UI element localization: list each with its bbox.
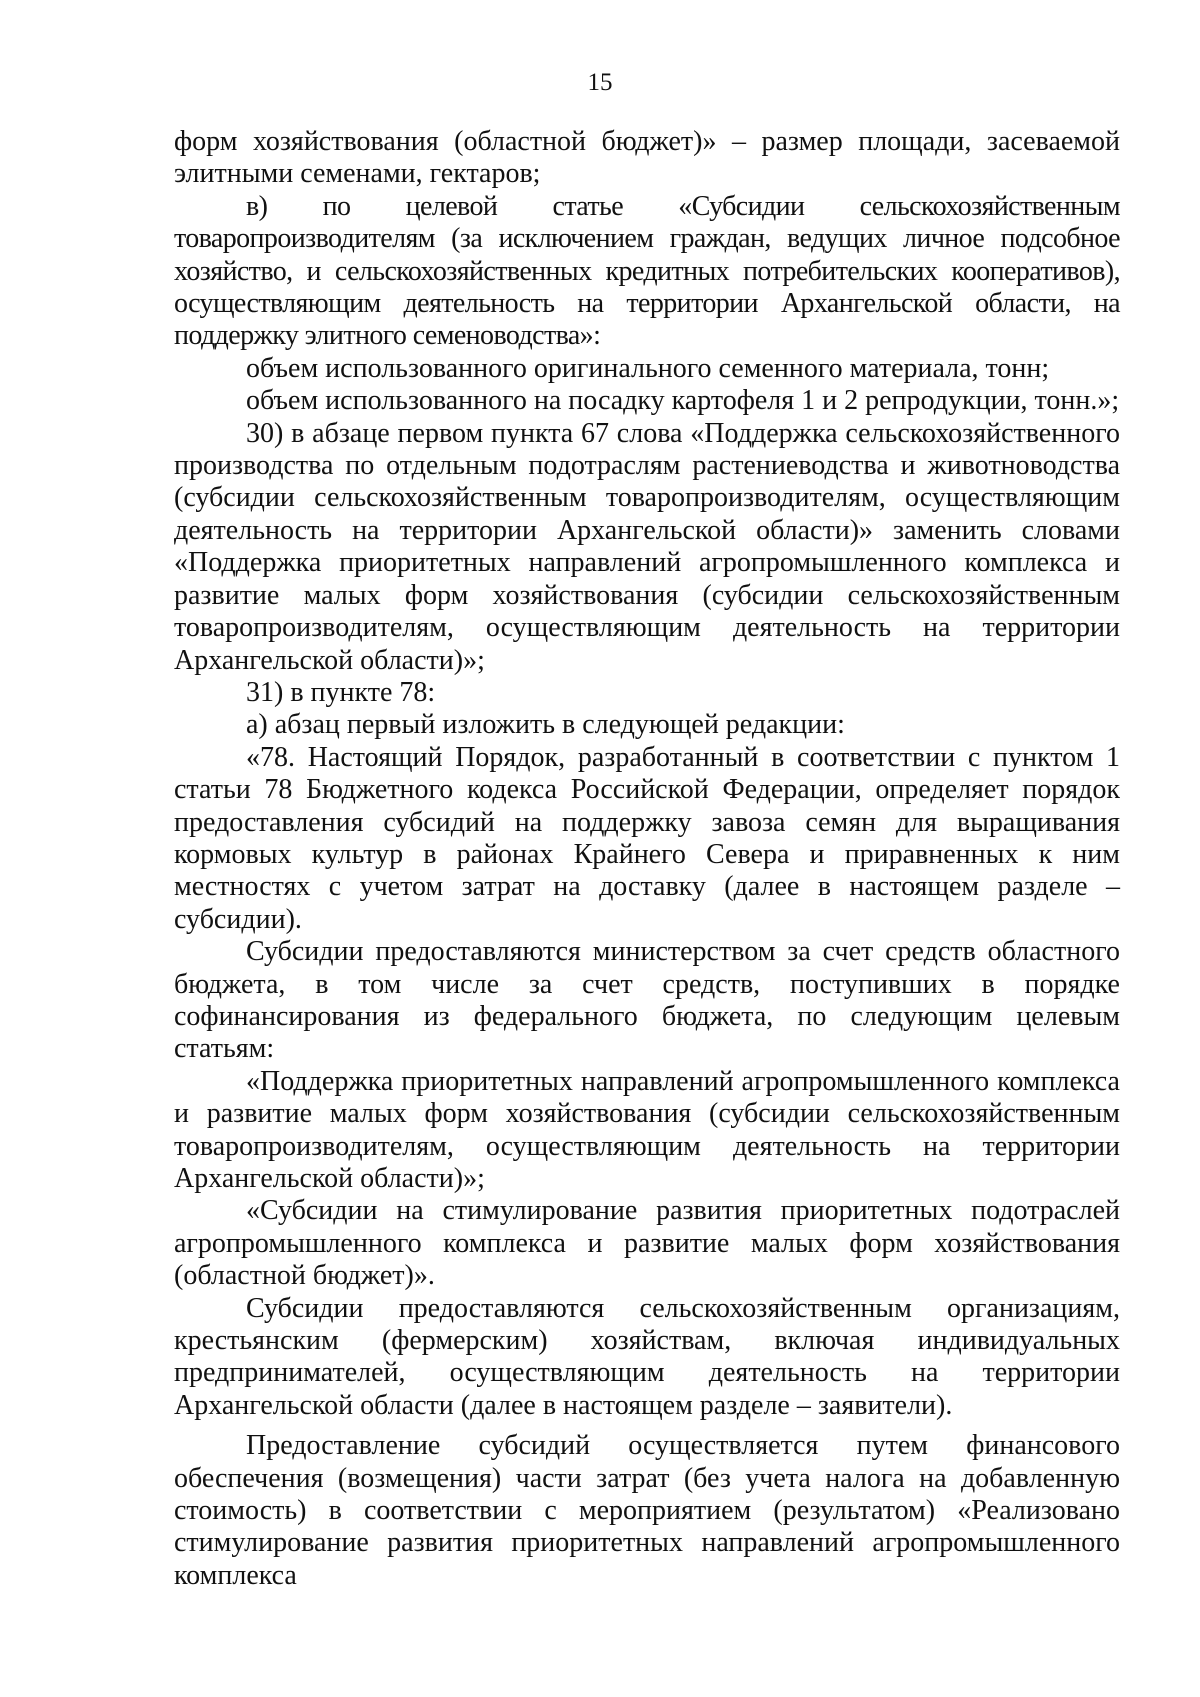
paragraph-continuation: форм хозяйствования (областной бюджет)» – размер площади, засеваемой элитными семенами, гектаров; (174, 126, 1120, 190)
paragraph-volume-original-seed: объем использованного оригинального семенного материала, тонн; (246, 352, 1050, 384)
paragraph-subitem-a: а) абзац первый изложить в следующей редакции: (246, 709, 845, 741)
paragraph-recipients: Субсидии предоставляются сельскохозяйственным организациям, крестьянским (фермерским) хозяйствам, включая индивидуальных предпринимателей, осуществляющим деятельность на территории Архангельской области (далее в настоящем разделе – заявители). (174, 1292, 1120, 1421)
page-number: 15 (587, 69, 613, 96)
paragraph-volume-potato: объем использованного на посадку картофеля 1 и 2 репродукции, тонн.»; (246, 385, 1120, 417)
paragraph-target-article-1: «Поддержка приоритетных направлений агропромышленного комплекса и развитие малых форм хозяйствования (субсидии сельскохозяйственным товаропроизводителям, осуществляющим деятельность на территории Архангельской области)»; (174, 1065, 1120, 1194)
paragraph-item-31: 31) в пункте 78: (246, 676, 436, 708)
paragraph-item-30: 30) в абзаце первом пункта 67 слова «Поддержка сельскохозяйственного производства по отдельным подотраслям растениеводства и животноводства (субсидии сельскохозяйственным товаропроизводителям, осуществляющим деятельность на территории Архангельской области)» заменить словами «Поддержка приоритетных направлений агропромышленного комплекса и развитие малых форм хозяйствования (субсидии сельскохозяйственным товаропроизводителям, осуществляющим деятельность на территории Архангельской области)»; (174, 417, 1120, 676)
paragraph-item-v: в) по целевой статье «Субсидии сельскохозяйственным товаропроизводителям (за исключением граждан, ведущих личное подсобное хозяйство, и сельскохозяйственных кредитных потребительских кооперативов), осуществляющим деятельность на территории Архангельской области, на поддержку элитного семеноводства»: (174, 190, 1120, 352)
paragraph-subsidies-funding: Субсидии предоставляются министерством за счет средств областного бюджета, в том числе за счет средств, поступивших в порядке софинансирования из федерального бюджета, по следующим целевым статьям: (174, 936, 1120, 1065)
paragraph-provision: Предоставление субсидий осуществляется путем финансового обеспечения (возмещения) части затрат (без учета налога на добавленную стоимость) в соответствии с мероприятием (результатом) «Реализовано стимулирование развития приоритетных направлений агропромышленного комплекса (174, 1430, 1120, 1591)
paragraph-clause-78: «78. Настоящий Порядок, разработанный в соответствии с пунктом 1 статьи 78 Бюджетного кодекса Российской Федерации, определяет порядок предоставления субсидий на поддержку завоза семян для выращивания кормовых культур в районах Крайнего Севера и приравненных к ним местностях с учетом затрат на доставку (далее в настоящем разделе – субсидии). (174, 741, 1120, 935)
document-body (174, 126, 1120, 1592)
paragraph-target-article-2: «Субсидии на стимулирование развития приоритетных подотраслей агропромышленного комплекса и развитие малых форм хозяйствования (областной бюджет)». (174, 1195, 1120, 1292)
